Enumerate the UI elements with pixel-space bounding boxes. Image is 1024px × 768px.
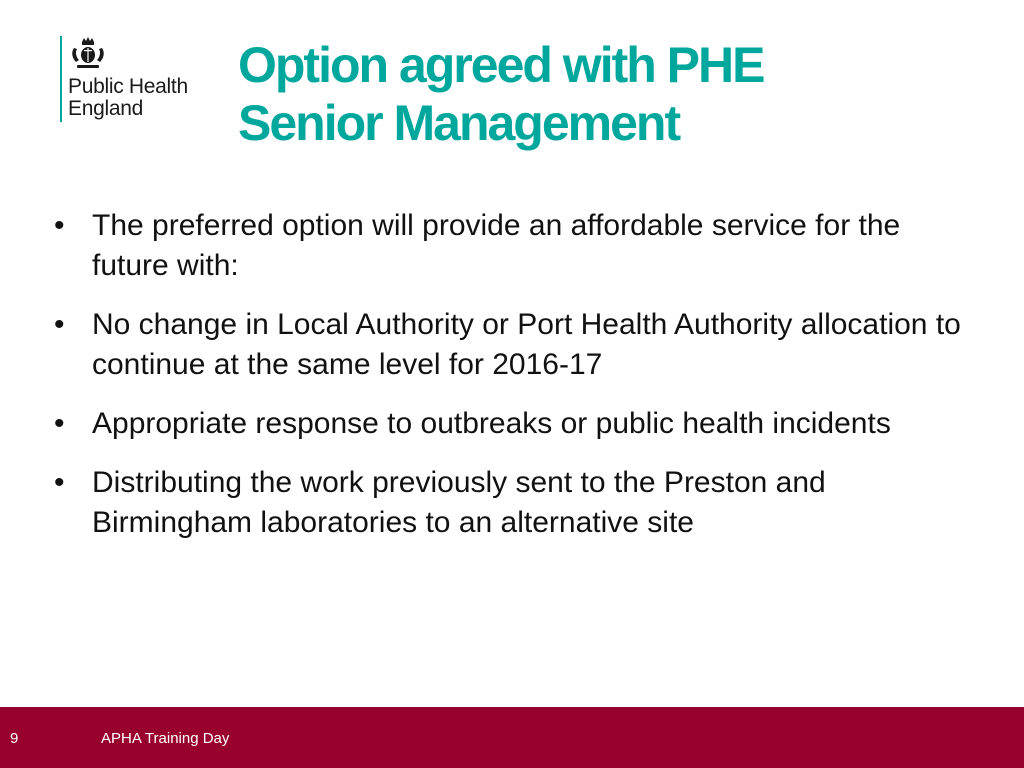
bullet-item <box>54 206 974 286</box>
phe-logo <box>60 36 220 122</box>
title-line-2: Senior Management <box>238 95 680 151</box>
bullet-item <box>54 463 974 543</box>
logo-divider <box>60 36 62 122</box>
royal-crest-icon <box>68 36 108 72</box>
bullet-text: The preferred option will provide an affordable service for the future with: <box>92 209 901 282</box>
bullet-dot: • <box>54 308 65 341</box>
logo-line-2: England <box>68 97 143 120</box>
bullet-dot: • <box>54 466 65 499</box>
bullet-dot: • <box>54 407 65 440</box>
logo-line-1: Public Health <box>68 75 188 98</box>
footer-bar <box>0 707 1024 768</box>
bullet-text: Appropriate response to outbreaks or public health incidents <box>92 407 891 440</box>
slide-title <box>238 36 978 152</box>
bullet-item <box>54 404 974 444</box>
logo-wordmark <box>68 76 188 120</box>
bullet-text: No change in Local Authority or Port Health Authority allocation to continue at the same level for 2016-17 <box>92 308 961 381</box>
bullet-list <box>54 206 974 562</box>
footer-title: APHA Training Day <box>101 730 230 747</box>
bullet-dot: • <box>54 209 65 242</box>
page-number: 9 <box>10 730 19 747</box>
title-line-1: Option agreed with PHE <box>238 37 764 93</box>
bullet-text: Distributing the work previously sent to the Preston and Birmingham laboratories to an alternative site <box>92 466 826 539</box>
bullet-item <box>54 305 974 385</box>
